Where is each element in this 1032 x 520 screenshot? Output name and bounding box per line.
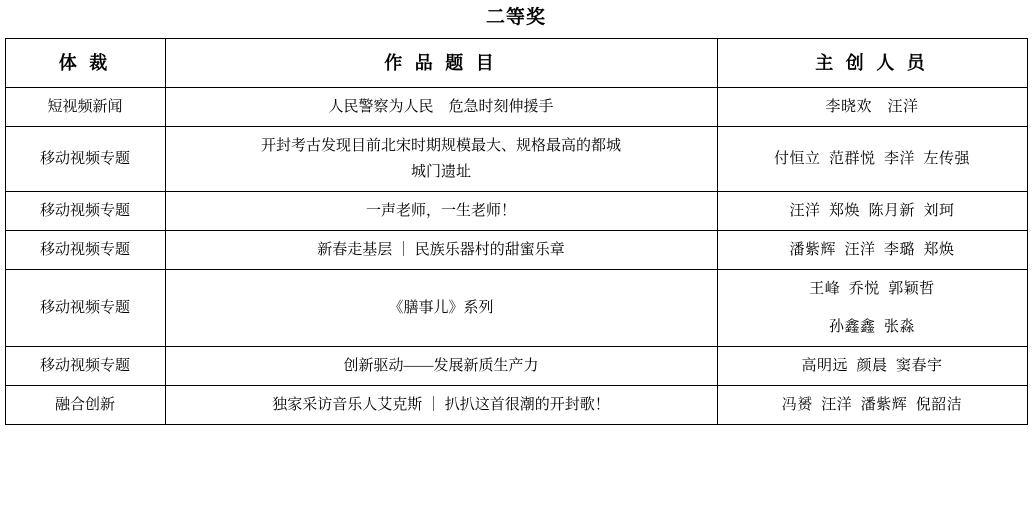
page-title: 二等奖	[485, 7, 546, 28]
cell-crew	[717, 231, 1027, 270]
title-line: 《膳事儿》系列	[388, 300, 494, 316]
table-row	[5, 347, 1027, 386]
cell-title	[165, 231, 717, 270]
title-line: 人民警察为人民 危急时刻伸援手	[328, 99, 554, 115]
cell-genre: 移动视频专题	[5, 270, 165, 347]
cell-crew	[717, 347, 1027, 386]
title-line: 新春走基层 ｜ 民族乐器村的甜蜜乐章	[317, 242, 565, 258]
column-header-title: 作 品 题 目	[165, 39, 717, 88]
cell-crew	[717, 386, 1027, 425]
cell-genre: 移动视频专题	[5, 231, 165, 270]
table-row	[5, 88, 1027, 127]
table-row	[5, 386, 1027, 425]
crew-line: 冯赟 汪洋 潘紫辉 倪韶洁	[781, 397, 963, 413]
table-row	[5, 192, 1027, 231]
table-body	[5, 88, 1027, 425]
cell-title	[165, 347, 717, 386]
title-line: 开封考古发现目前北宋时期规模最大、规格最高的都城	[260, 138, 621, 154]
cell-genre: 移动视频专题	[5, 127, 165, 192]
crew-line: 李晓欢 汪洋	[825, 99, 919, 115]
crew-line: 高明远 颜晨 窦春宇	[801, 358, 943, 374]
title-line: 一声老师，一生老师！	[365, 203, 516, 219]
cell-genre: 短视频新闻	[5, 88, 165, 127]
crew-line: 汪洋 郑焕 陈月新 刘珂	[789, 203, 955, 219]
cell-crew	[717, 270, 1027, 347]
cell-crew	[717, 88, 1027, 127]
crew-line: 付恒立 范群悦 李洋 左传强	[773, 151, 970, 167]
title-line: 创新驱动——发展新质生产力	[343, 358, 539, 374]
cell-genre: 移动视频专题	[5, 347, 165, 386]
column-header-genre: 体 裁	[5, 39, 165, 88]
table-header-row	[5, 39, 1027, 88]
cell-title	[165, 127, 717, 192]
cell-genre: 融合创新	[5, 386, 165, 425]
crew-line: 潘紫辉 汪洋 李璐 郑焕	[789, 242, 955, 258]
cell-title	[165, 88, 717, 127]
cell-title	[165, 192, 717, 231]
crew-line: 王峰 乔悦 郭颖哲	[809, 281, 935, 297]
table-row	[5, 127, 1027, 192]
cell-title	[165, 386, 717, 425]
table-header	[5, 39, 1027, 88]
column-header-crew: 主 创 人 员	[717, 39, 1027, 88]
award-table	[5, 38, 1028, 425]
cell-title	[165, 270, 717, 347]
cell-genre: 移动视频专题	[5, 192, 165, 231]
title-line: 独家采访音乐人艾克斯 ｜ 扒扒这首很潮的开封歌！	[272, 397, 610, 413]
crew-line: 孙鑫鑫 张淼	[828, 319, 915, 335]
title-line: 城门遗址	[410, 164, 471, 180]
table-row	[5, 270, 1027, 347]
cell-crew	[717, 192, 1027, 231]
table-row	[5, 231, 1027, 270]
cell-crew	[717, 127, 1027, 192]
